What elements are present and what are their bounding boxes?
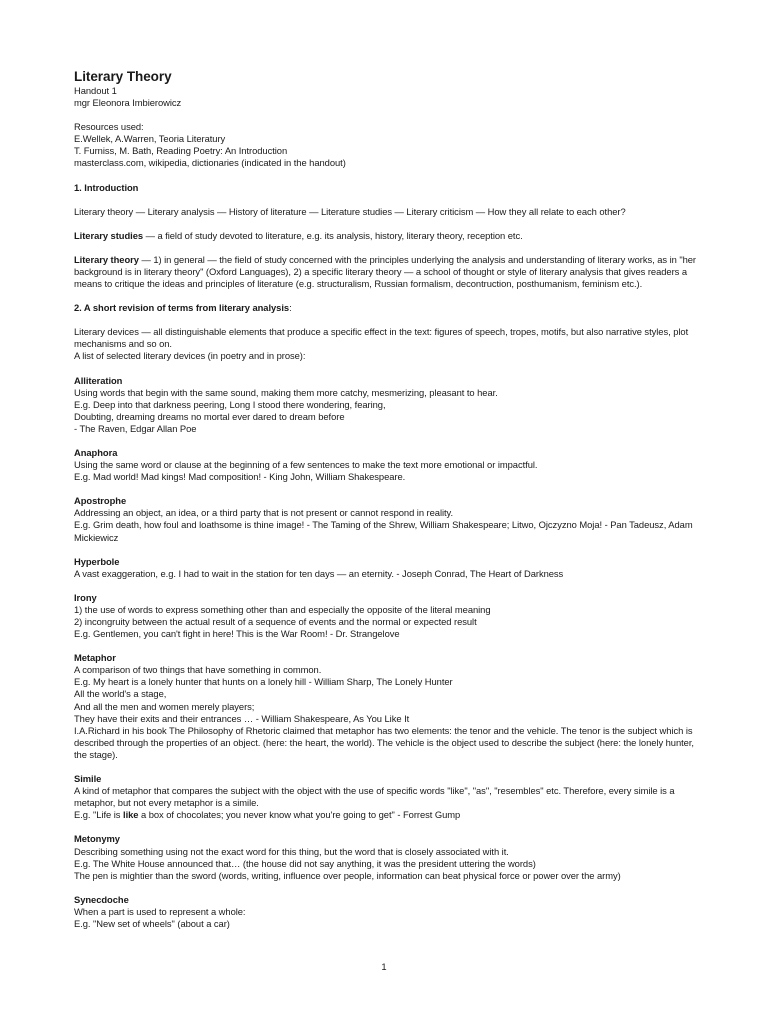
literary-theory-paragraph [74, 254, 698, 290]
literary-studies-definition: — a field of study devoted to literature, e.g. its analysis, history, literary theory, reception etc. [143, 229, 523, 241]
term-line: I.A.Richard in his book The Philosophy of Rhetoric claimed that metaphor has two elements: the tenor and the vehicle. The tenor is the subject which is described through the properties of an object. (here: the heart, the world). The vehicle is the object used to describe the subject (here: the lonely hunter, the stage). [74, 724, 694, 760]
literary-studies-term: Literary studies [74, 229, 144, 241]
literary-theory-term: Literary theory [74, 253, 139, 265]
resource-item: E.Wellek, A.Warren, Teoria Literatury [74, 133, 226, 145]
term-heading-alliteration: Alliteration [74, 374, 123, 386]
resources-heading: Resources used: [74, 121, 144, 133]
document-author: mgr Eleonora Imbierowicz [74, 97, 182, 109]
term-line: The pen is mightier than the sword (words, writing, influence over people, information can beat physical force or power over the army) [74, 869, 621, 881]
term-line: A comparison of two things that have something in common. [74, 664, 322, 676]
term-line: Describing something using not the exact word for this thing, but the word that is closely associated with it. [74, 845, 509, 857]
section-heading-introduction: 1. Introduction [74, 181, 139, 193]
term-line: E.g. Mad world! Mad kings! Mad composition! - King John, William Shakespeare. [74, 471, 406, 483]
term-heading-irony: Irony [74, 591, 97, 603]
term-line: A kind of metaphor that compares the subject with the object with the use of specific words "like", "as", "resembles" etc. Therefore, every simile is a metaphor, but not every metaphor is a simile. [74, 785, 675, 809]
simile-example-bold-word: like [123, 809, 139, 821]
simile-example [74, 809, 698, 821]
term-heading-synecdoche: Synecdoche [74, 893, 129, 905]
term-heading-metaphor: Metaphor [74, 652, 116, 664]
term-line: Addressing an object, an idea, or a third party that is not present or cannot respond in reality. [74, 507, 454, 519]
term-line: They have their exits and their entrances … - William Shakespeare, As You Like It [74, 712, 410, 724]
simile-example-start: E.g. "Life is [74, 809, 124, 821]
term-line: Using words that begin with the same sound, making them more catchy, mesmerizing, pleasant to hear. [74, 386, 498, 398]
relations-paragraph: Literary theory — Literary analysis — History of literature — Literature studies — Literary criticism — How they all relate to each other? [74, 205, 626, 217]
resource-item: masterclass.com, wikipedia, dictionaries (indicated in the handout) [74, 157, 346, 169]
literary-devices-paragraph: Literary devices — all distinguishable elements that produce a specific effect in the text: figures of speech, tropes, motifs, but also narrative styles, plot mechanisms and so on. [74, 326, 689, 350]
literary-studies-paragraph [74, 230, 698, 242]
document-title: Literary Theory [74, 69, 172, 84]
section-heading-revision [74, 302, 698, 314]
literary-theory-definition: — 1) in general — the field of study concerned with the principles underlying the analysis and understanding of literary works, as in "her background is in literary theory" (Oxford Languages), 2) a specific literary theory — a school of thought or style of literary analysis that gives readers a means to critique the ideas and principles of literature (e.g. structuralism, Russian formalism, decontruction, posthumanism, feminism etc.). [74, 253, 697, 290]
term-line: E.g. Deep into that darkness peering, Long I stood there wondering, fearing, [74, 398, 386, 410]
term-line: - The Raven, Edgar Allan Poe [74, 422, 197, 434]
page-number: 1 [381, 961, 387, 972]
document-page [74, 69, 698, 930]
term-line: E.g. Gentlemen, you can't fight in here! This is the War Room! - Dr. Strangelove [74, 628, 400, 640]
term-heading-hyperbole: Hyperbole [74, 555, 120, 567]
revision-heading-text: 2. A short revision of terms from literary analysis [74, 302, 290, 314]
term-line: E.g. The White House announced that… (the house did not say anything, it was the president uttering the words) [74, 857, 536, 869]
term-line: 1) the use of words to express something other than and especially the opposite of the literal meaning [74, 603, 491, 615]
term-heading-anaphora: Anaphora [74, 446, 118, 458]
term-line: E.g. Grim death, how foul and loathsome is thine image! - The Taming of the Shrew, William Shakespeare; Litwo, Ojczyzno Moja! - Pan Tadeusz, Adam Mickiewicz [74, 519, 693, 543]
term-line: All the world's a stage, [74, 688, 167, 700]
revision-heading-colon: : [289, 302, 292, 314]
term-heading-apostrophe: Apostrophe [74, 495, 127, 507]
term-line: When a part is used to represent a whole: [74, 905, 246, 917]
term-line: 2) incongruity between the actual result of a sequence of events and the normal or expected result [74, 616, 477, 627]
resource-item: T. Furniss, M. Bath, Reading Poetry: An Introduction [74, 145, 288, 157]
term-line: Doubting, dreaming dreams no mortal ever dared to dream before [74, 410, 345, 422]
term-heading-metonymy: Metonymy [74, 833, 120, 845]
term-heading-simile: Simile [74, 773, 102, 785]
simile-example-end: a box of chocolates; you never know what you're going to get" - Forrest Gump [138, 809, 461, 821]
term-line: Using the same word or clause at the beginning of a few sentences to make the text more emotional or impactful. [74, 459, 538, 471]
term-line: E.g. My heart is a lonely hunter that hunts on a lonely hill - William Sharp, The Lonely Hunter [74, 676, 453, 688]
term-line: A vast exaggeration, e.g. I had to wait in the station for ten days — an eternity. - Joseph Conrad, The Heart of Darkness [74, 567, 564, 579]
term-line: E.g. "New set of wheels" (about a car) [74, 917, 230, 929]
term-line: And all the men and women merely players; [74, 700, 255, 712]
document-subtitle: Handout 1 [74, 85, 117, 96]
devices-list-intro: A list of selected literary devices (in poetry and in prose): [74, 350, 306, 362]
